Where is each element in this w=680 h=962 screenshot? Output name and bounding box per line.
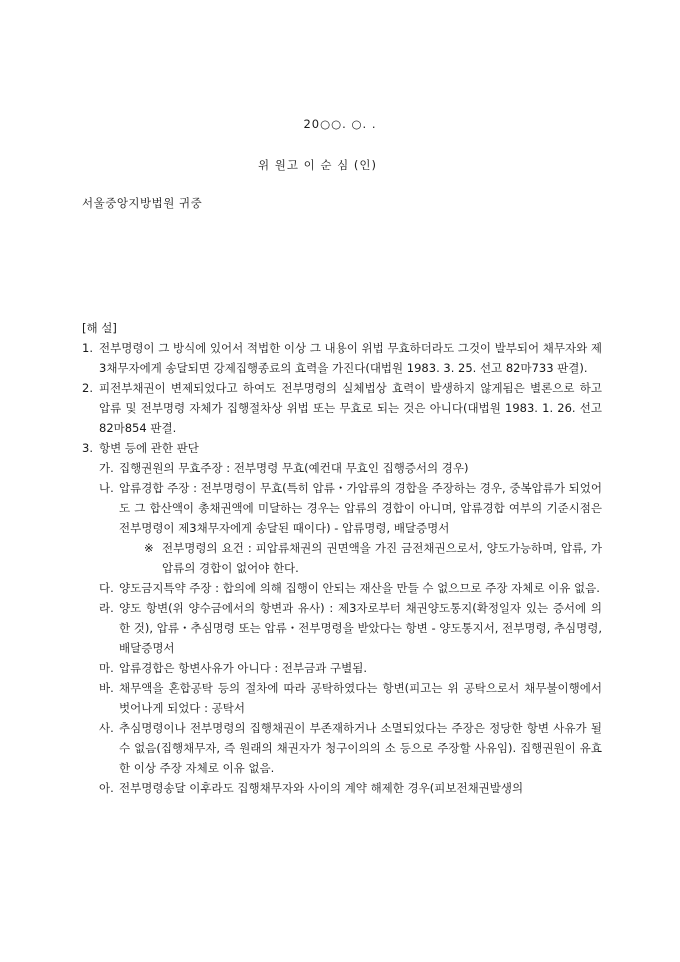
subitem-number: 사. bbox=[99, 721, 114, 735]
commentary-subitem bbox=[82, 458, 602, 478]
subitem-text: 양도금지특약 주장 : 합의에 의해 집행이 안되는 재산을 만들 수 없으므로 주장 자체로 이유 없음. bbox=[119, 581, 600, 595]
subitem-number: 마. bbox=[99, 661, 114, 675]
commentary-subitem bbox=[82, 678, 602, 718]
subitem-number: 나. bbox=[99, 481, 114, 495]
subitem-number: 바. bbox=[99, 681, 114, 695]
commentary-subitem bbox=[82, 778, 602, 798]
commentary-heading: [해 설] bbox=[82, 321, 117, 335]
item-number: 2. bbox=[82, 381, 93, 395]
commentary-subitem bbox=[82, 598, 602, 658]
commentary-item bbox=[82, 378, 602, 438]
item-text: 전부명령이 그 방식에 있어서 적법한 이상 그 내용이 위법 무효하더라도 그것이 발부되어 채무자와 제3채무자에게 송달되면 강제집행종료의 효력을 가진다(대법원 1983. 3. 25. 선고 82마733 판결). bbox=[99, 341, 602, 375]
subitem-text: 양도 항변(위 양수금에서의 항변과 유사) : 제3자로부터 채권양도통지(확정일자 있는 증서에 의한 것), 압류・추심명령 또는 압류・전부명령을 받았다는 항변 - 양도통지서, 전부명령, 추심명령, 배달증명서 bbox=[119, 601, 602, 655]
subitem-number: 다. bbox=[99, 581, 114, 595]
item-number: 3. bbox=[82, 441, 93, 455]
subitem-number: 아. bbox=[99, 781, 114, 795]
subitem-text: 압류경합은 항변사유가 아니다 : 전부금과 구별됨. bbox=[119, 661, 367, 675]
commentary-section bbox=[82, 318, 602, 798]
subitem-number: 가. bbox=[99, 461, 114, 475]
subitem-text: 채무액을 혼합공탁 등의 절차에 따라 공탁하였다는 항변(피고는 위 공탁으로서 채무불이행에서 벗어나게 되었다 : 공탁서 bbox=[119, 681, 602, 715]
item-number: 1. bbox=[82, 341, 93, 355]
subitem-number: 라. bbox=[99, 601, 114, 615]
commentary-item bbox=[82, 338, 602, 378]
plaintiff-signature: 위 원고 이 순 심 (인) bbox=[258, 158, 378, 172]
commentary-subitem bbox=[82, 658, 602, 678]
requirement-note bbox=[82, 538, 602, 578]
document-date: 20○○. ○. . bbox=[303, 117, 377, 131]
reference-mark: ※ bbox=[144, 541, 154, 555]
subitem-text: 전부명령송달 이후라도 집행채무자와 사이의 계약 해제한 경우(피보전채권발생의 bbox=[119, 781, 524, 795]
commentary-subitem bbox=[82, 578, 602, 598]
commentary-subitem bbox=[82, 478, 602, 538]
subitem-text: 집행권원의 무효주장 : 전부명령 무효(예컨대 무효인 집행증서의 경우) bbox=[119, 461, 469, 475]
commentary-item bbox=[82, 438, 602, 458]
subitem-text: 압류경합 주장 : 전부명령이 무효(특히 압류・가압류의 경합을 주장하는 경우, 중복압류가 되었어도 그 합산액이 총채권액에 미달하는 경우는 압류의 경합이 아니며, 압류경합 여부의 기준시점은 전부명령이 제3채무자에게 송달된 때이다) - 압류명령, 배달증명서 bbox=[119, 481, 602, 535]
court-addressee: 서울중앙지방법원 귀중 bbox=[82, 196, 203, 210]
subitem-text: 추심명령이나 전부명령의 집행채권이 부존재하거나 소멸되었다는 주장은 정당한 항변 사유가 될 수 없음(집행채무자, 즉 원래의 채권자가 청구이의의 소 등으로 주장할 사유임). 집행권원이 유효한 이상 주장 자체로 이유 없음. bbox=[119, 721, 602, 775]
item-text: 항변 등에 관한 판단 bbox=[99, 441, 199, 455]
commentary-subitem bbox=[82, 718, 602, 778]
item-text: 피전부채권이 변제되었다고 하여도 전부명령의 실체법상 효력이 발생하지 않게됨은 별론으로 하고 압류 및 전부명령 자체가 집행절차상 위법 또는 무효로 되는 것은 아니다(대법원 1983. 1. 26. 선고 82마854 판결. bbox=[99, 381, 602, 435]
note-text: 전부명령의 요건 : 피압류채권의 권면액을 가진 금전채권으로서, 양도가능하며, 압류, 가압류의 경합이 없어야 한다. bbox=[162, 541, 602, 575]
